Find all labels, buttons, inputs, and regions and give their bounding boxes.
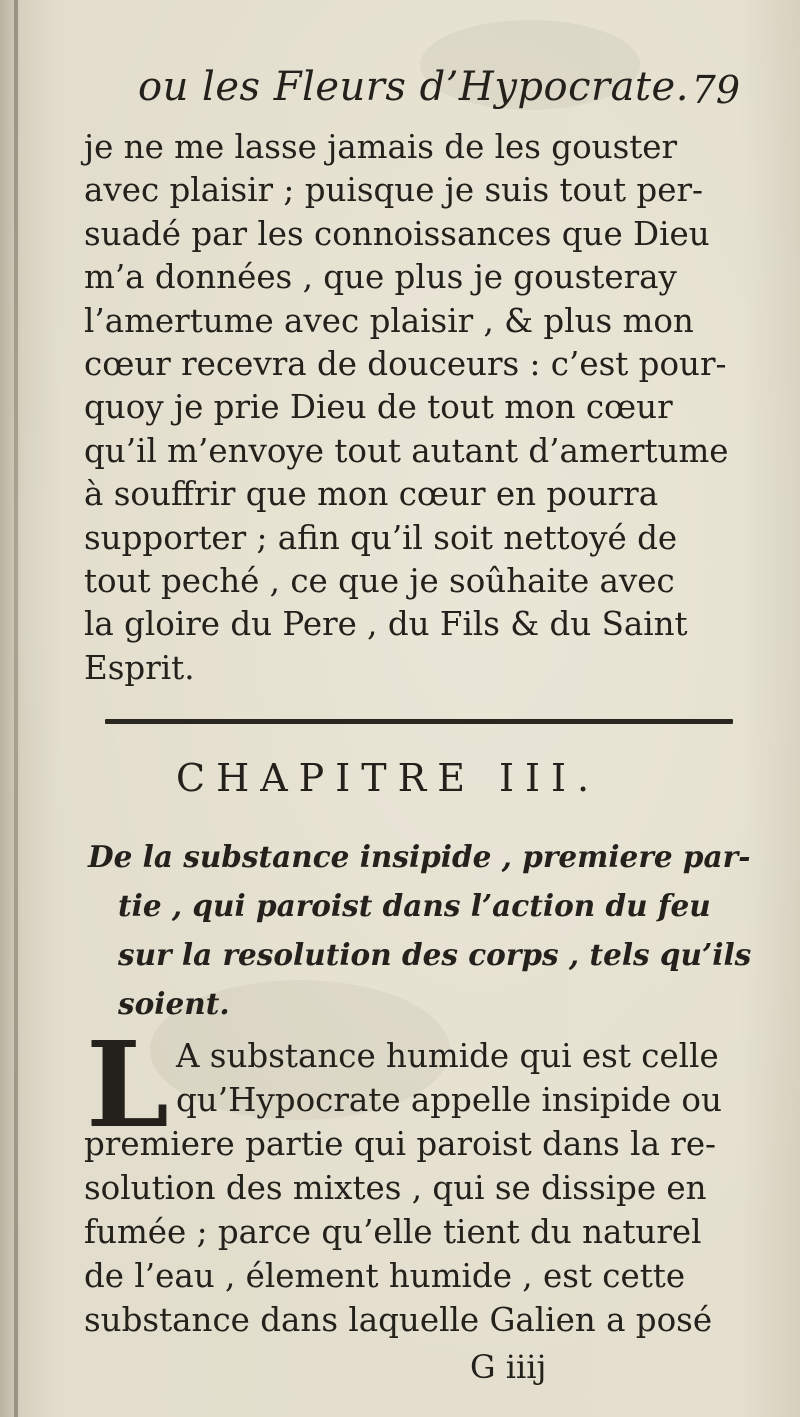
- text-line: m’a données , que plus je gousteray: [84, 258, 677, 297]
- text-line: A substance humide qui est celle: [176, 1037, 719, 1075]
- text-line: qu’il m’envoye tout autant d’amertume: [84, 431, 729, 470]
- text-line: avec plaisir ; puisque je suis tout per-: [84, 171, 703, 210]
- text-line: substance dans laquelle Galien a posé: [84, 1301, 713, 1339]
- text-line: cœur recevra de douceurs : c’est pour-: [84, 345, 727, 384]
- page-header: [130, 64, 740, 124]
- page-number: 79: [691, 68, 740, 112]
- chapter-title: CHAPITRE III.: [176, 756, 601, 800]
- signature-mark: G iiij: [470, 1348, 547, 1386]
- text-line: je ne me lasse jamais de les gouster: [84, 128, 678, 166]
- chapter-subtitle: [88, 832, 752, 1028]
- chapter-paragraph: [84, 1034, 744, 1342]
- text-line: la gloire du Pere , du Fils & du Saint: [84, 605, 688, 644]
- text-line: fumée ; parce qu’elle tient du naturel: [84, 1213, 702, 1251]
- running-head: ou les Fleurs d’Hypocrate.: [138, 64, 689, 110]
- text-line: solution des mixtes , qui se dissipe en: [84, 1169, 707, 1207]
- subtitle-line: tie , qui paroist dans l’action du feu: [118, 888, 711, 923]
- text-line: Esprit.: [84, 648, 195, 687]
- drop-cap: L: [86, 1015, 169, 1154]
- body-text: [84, 126, 744, 690]
- text-line: suadé par les connoissances que Dieu: [84, 214, 710, 253]
- text-line: supporter ; afin qu’il soit nettoyé de: [84, 518, 678, 557]
- subtitle-line: soient.: [118, 986, 230, 1021]
- text-line: de l’eau , élement humide , est cette: [84, 1257, 686, 1295]
- subtitle-line: sur la resolution des corps , tels qu’ils: [118, 937, 752, 972]
- text-line: tout peché , ce que je soûhaite avec: [84, 562, 675, 601]
- text-line: l’amertume avec plaisir , & plus mon: [84, 301, 694, 340]
- binding-gutter: [14, 0, 18, 1417]
- subtitle-line: De la substance insipide , premiere par-: [88, 839, 751, 874]
- text-line: qu’Hypocrate appelle insipide ou: [176, 1081, 722, 1119]
- text-line: premiere partie qui paroist dans la re-: [84, 1125, 717, 1163]
- text-line: quoy je prie Dieu de tout mon cœur: [84, 388, 673, 427]
- text-line: à souffrir que mon cœur en pourra: [84, 475, 659, 514]
- section-divider-rule: [105, 719, 733, 724]
